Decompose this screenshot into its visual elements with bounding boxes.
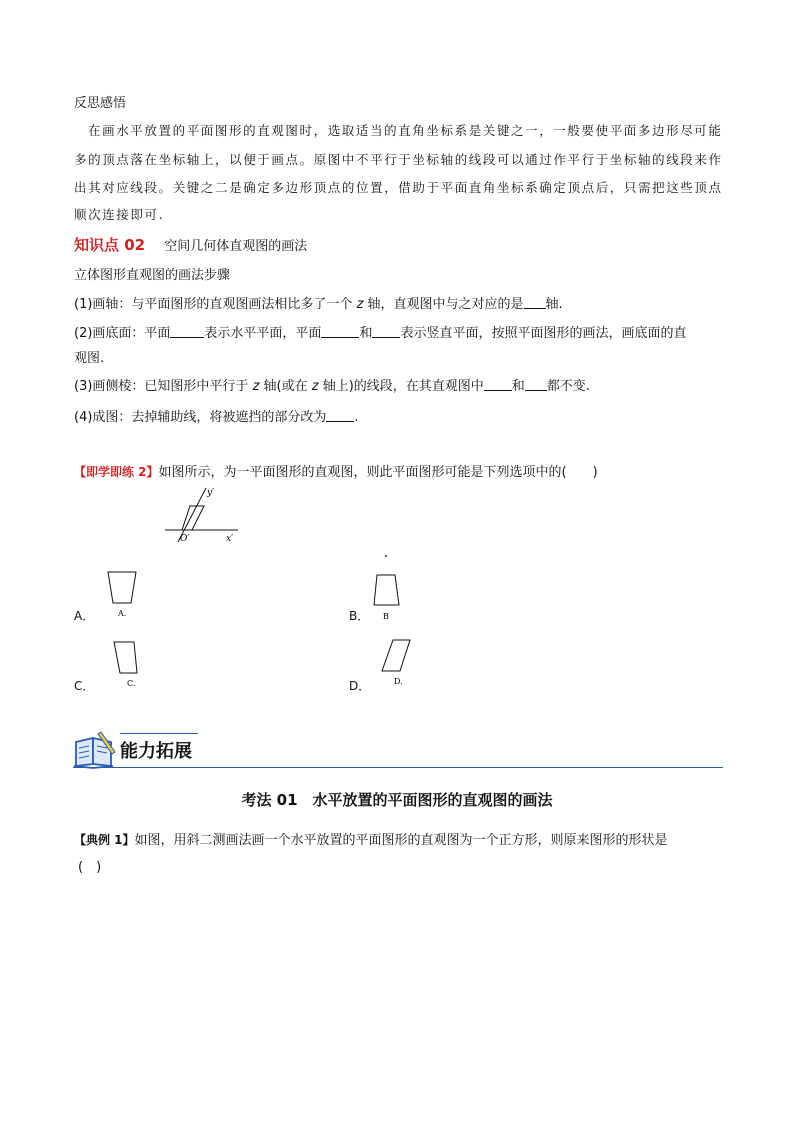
reflection-title: 反思感悟 xyxy=(74,96,127,111)
blank xyxy=(525,378,547,391)
intuitive-figure xyxy=(160,486,250,546)
parallelogram-shape xyxy=(182,506,204,530)
step-2: (2)画底面：平面 表示水平平面，平面 和 表示竖直平面，按照平面图形的画法，画底面的直 xyxy=(74,326,687,341)
blank xyxy=(170,325,204,338)
trapezoid-shape xyxy=(108,572,136,603)
blank xyxy=(326,409,354,422)
reflection-line-2: 多的顶点落在坐标轴上，以便于画点。原图中不平行于坐标轴的线段可以通过作平行于坐标轴的线段来作 xyxy=(74,152,723,167)
blank xyxy=(524,296,546,309)
example-text: 如图，用斜二测画法画一个水平放置的平面图形的直观图为一个正方形，则原来图形的形状是 xyxy=(134,833,668,848)
knowledge-title: 空间几何体直观图的画法 xyxy=(164,239,308,254)
trapezoid-shape xyxy=(374,575,399,605)
practice-question-line xyxy=(74,464,598,481)
option-b-figure[interactable] xyxy=(372,573,412,625)
method-title: 考法 01 水平放置的平面图形的直观图的画法 xyxy=(241,791,553,809)
section-title: 能力拓展 xyxy=(120,741,192,762)
section-title-overline xyxy=(120,733,198,734)
reflection-line-3: 出其对应线段。关键之二是确定多边形顶点的位置，借助于平面直角坐标系确定顶点后，只需把这些顶点 xyxy=(74,180,723,195)
step-1: (1)画轴：与平面图形的直观图画法相比多了一个 z 轴，直观图中与之对应的是 轴. xyxy=(74,297,563,312)
example-line xyxy=(74,832,668,849)
open-book-icon xyxy=(73,730,119,770)
option-c-fig-label: C. xyxy=(127,679,136,688)
option-a-figure[interactable] xyxy=(105,570,145,622)
option-d-fig-label: D. xyxy=(394,677,403,686)
option-a-fig-label: A. xyxy=(118,609,127,618)
origin-label: O′ xyxy=(180,534,190,544)
example-label: 【典例 1】 xyxy=(74,833,135,847)
parallelogram-shape xyxy=(382,640,410,671)
option-a-letter[interactable]: A． xyxy=(74,609,95,623)
practice-question: 如图所示，为一平面图形的直观图，则此平面图形可能是下列选项中的( ) xyxy=(158,465,598,480)
blank xyxy=(321,325,359,338)
axis-y-label: y′ xyxy=(207,488,215,498)
option-c-letter[interactable]: C． xyxy=(74,679,95,693)
option-b-fig-label: B xyxy=(383,612,389,621)
option-b-letter[interactable]: B． xyxy=(349,609,370,623)
reflection-line-1: 在画水平放置的平面图形的直观图时，选取适当的直角坐标系是关键之一，一般要使平面多边形尽可能 xyxy=(88,123,723,138)
trapezoid-shape xyxy=(114,642,137,673)
step-3: (3)画侧棱：已知图形中平行于 z 轴(或在 z 轴上)的线段，在其直观图中 和 都不变. xyxy=(74,379,590,394)
practice-label: 【即学即练 2】 xyxy=(74,465,159,479)
stray-dot xyxy=(385,555,387,557)
option-c-figure[interactable] xyxy=(112,640,152,692)
example-paren: ( ) xyxy=(78,860,102,875)
knowledge-subtitle: 立体图形直观图的画法步骤 xyxy=(74,268,231,283)
blank xyxy=(372,325,400,338)
step-2-cont: 观图. xyxy=(74,351,105,366)
knowledge-heading xyxy=(74,234,307,255)
option-d-figure[interactable] xyxy=(380,638,420,690)
knowledge-label: 知识点 02 xyxy=(74,236,146,254)
blank xyxy=(484,378,512,391)
step-4: (4)成图：去掉辅助线，将被遮挡的部分改为 . xyxy=(74,410,359,425)
section-underline xyxy=(73,767,723,768)
reflection-line-4: 顺次连接即可. xyxy=(74,207,165,222)
option-d-letter[interactable]: D． xyxy=(349,679,371,693)
axis-x-label: x′ xyxy=(226,534,234,544)
